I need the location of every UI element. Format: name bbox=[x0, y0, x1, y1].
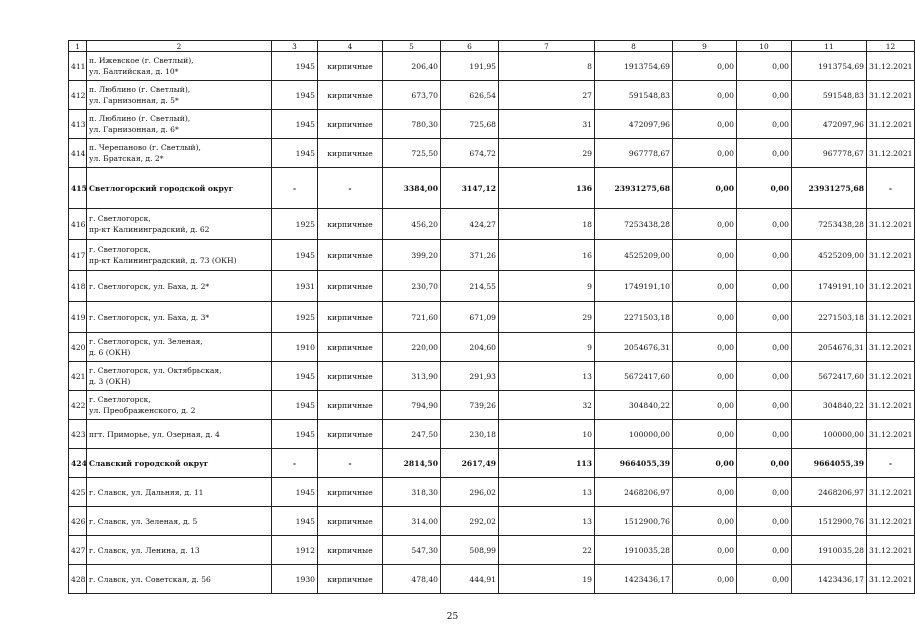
cell-deadline: 31.12.2021 bbox=[867, 209, 915, 240]
cell-cost-other: 0,00 bbox=[737, 110, 792, 139]
cell-year-built: 1910 bbox=[272, 333, 318, 362]
cell-area-total: 2814,50 bbox=[383, 449, 441, 478]
cell-cost-total: 1913754,69 bbox=[595, 52, 673, 81]
cell-residents: 136 bbox=[499, 168, 595, 209]
cell-deadline: - bbox=[867, 168, 915, 209]
cell-row-number: 422 bbox=[69, 391, 87, 420]
table-header-row bbox=[69, 41, 915, 52]
cell-wall-material: кирпичные bbox=[318, 420, 383, 449]
cell-cost-fund: 0,00 bbox=[673, 333, 737, 362]
cell-residents: 32 bbox=[499, 391, 595, 420]
cell-year-built: 1925 bbox=[272, 302, 318, 333]
cell-cost-budget: 9664055,39 bbox=[792, 449, 867, 478]
table-row-subtotal bbox=[69, 449, 915, 478]
cell-address: г. Светлогорск, ул. Баха, д. 2* bbox=[87, 271, 272, 302]
cell-residents: 9 bbox=[499, 333, 595, 362]
cell-address: г. Светлогорск, ул. Баха, д. 3* bbox=[87, 302, 272, 333]
cell-area-total: 721,60 bbox=[383, 302, 441, 333]
cell-address: г. Славск, ул. Зеленая, д. 5 bbox=[87, 507, 272, 536]
cell-row-number: 411 bbox=[69, 52, 87, 81]
cell-area-living: 3147,12 bbox=[441, 168, 499, 209]
cell-wall-material: кирпичные bbox=[318, 478, 383, 507]
cell-area-total: 456,20 bbox=[383, 209, 441, 240]
header-col-8: 8 bbox=[595, 41, 673, 52]
cell-area-total: 399,20 bbox=[383, 240, 441, 271]
cell-cost-fund: 0,00 bbox=[673, 209, 737, 240]
table-body bbox=[69, 52, 915, 594]
cell-year-built: 1945 bbox=[272, 52, 318, 81]
cell-year-built: 1925 bbox=[272, 209, 318, 240]
cell-cost-fund: 0,00 bbox=[673, 139, 737, 168]
table-row bbox=[69, 52, 915, 81]
cell-area-living: 214,55 bbox=[441, 271, 499, 302]
table-row bbox=[69, 271, 915, 302]
cell-area-total: 318,30 bbox=[383, 478, 441, 507]
cell-row-number: 417 bbox=[69, 240, 87, 271]
cell-area-living: 508,99 bbox=[441, 536, 499, 565]
cell-row-number: 413 bbox=[69, 110, 87, 139]
table-row bbox=[69, 478, 915, 507]
table-row bbox=[69, 420, 915, 449]
cell-cost-fund: 0,00 bbox=[673, 478, 737, 507]
cell-wall-material: кирпичные bbox=[318, 240, 383, 271]
table-row bbox=[69, 209, 915, 240]
cell-cost-total: 1423436,17 bbox=[595, 565, 673, 594]
cell-cost-budget: 591548,83 bbox=[792, 81, 867, 110]
cell-residents: 9 bbox=[499, 271, 595, 302]
cell-year-built: 1945 bbox=[272, 110, 318, 139]
cell-cost-budget: 4525209,00 bbox=[792, 240, 867, 271]
table-row bbox=[69, 240, 915, 271]
cell-cost-total: 967778,67 bbox=[595, 139, 673, 168]
cell-cost-fund: 0,00 bbox=[673, 449, 737, 478]
cell-residents: 22 bbox=[499, 536, 595, 565]
cell-cost-total: 9664055,39 bbox=[595, 449, 673, 478]
cell-residents: 18 bbox=[499, 209, 595, 240]
cell-wall-material: - bbox=[318, 449, 383, 478]
cell-year-built: 1931 bbox=[272, 271, 318, 302]
header-col-11: 11 bbox=[792, 41, 867, 52]
cell-cost-total: 472097,96 bbox=[595, 110, 673, 139]
cell-row-number: 425 bbox=[69, 478, 87, 507]
cell-year-built: 1945 bbox=[272, 391, 318, 420]
header-col-6: 6 bbox=[441, 41, 499, 52]
cell-cost-fund: 0,00 bbox=[673, 271, 737, 302]
table-row bbox=[69, 302, 915, 333]
cell-cost-budget: 23931275,68 bbox=[792, 168, 867, 209]
cell-area-living: 204,60 bbox=[441, 333, 499, 362]
cell-cost-other: 0,00 bbox=[737, 271, 792, 302]
cell-wall-material: кирпичные bbox=[318, 536, 383, 565]
table-row bbox=[69, 333, 915, 362]
cell-wall-material: кирпичные bbox=[318, 139, 383, 168]
register-table bbox=[68, 40, 915, 594]
cell-cost-fund: 0,00 bbox=[673, 168, 737, 209]
cell-residents: 13 bbox=[499, 507, 595, 536]
cell-wall-material: - bbox=[318, 168, 383, 209]
cell-cost-fund: 0,00 bbox=[673, 302, 737, 333]
header-col-7: 7 bbox=[499, 41, 595, 52]
cell-deadline: 31.12.2021 bbox=[867, 271, 915, 302]
cell-wall-material: кирпичные bbox=[318, 271, 383, 302]
cell-cost-budget: 2468206,97 bbox=[792, 478, 867, 507]
cell-deadline: 31.12.2021 bbox=[867, 240, 915, 271]
cell-area-total: 206,40 bbox=[383, 52, 441, 81]
cell-cost-total: 100000,00 bbox=[595, 420, 673, 449]
cell-deadline: 31.12.2021 bbox=[867, 391, 915, 420]
cell-wall-material: кирпичные bbox=[318, 565, 383, 594]
cell-deadline: 31.12.2021 bbox=[867, 478, 915, 507]
table-row bbox=[69, 139, 915, 168]
cell-area-total: 673,70 bbox=[383, 81, 441, 110]
cell-wall-material: кирпичные bbox=[318, 302, 383, 333]
cell-address: пгт. Приморье, ул. Озерная, д. 4 bbox=[87, 420, 272, 449]
cell-cost-fund: 0,00 bbox=[673, 565, 737, 594]
cell-address: г. Светлогорск, пр-кт Калининградский, д. 73 (ОКН) bbox=[87, 240, 272, 271]
cell-year-built: 1945 bbox=[272, 507, 318, 536]
cell-cost-fund: 0,00 bbox=[673, 391, 737, 420]
cell-address: г. Славск, ул. Ленина, д. 13 bbox=[87, 536, 272, 565]
cell-cost-total: 1512900,76 bbox=[595, 507, 673, 536]
cell-row-number: 420 bbox=[69, 333, 87, 362]
cell-cost-total: 2054676,31 bbox=[595, 333, 673, 362]
cell-wall-material: кирпичные bbox=[318, 391, 383, 420]
header-col-2: 2 bbox=[87, 41, 272, 52]
cell-cost-other: 0,00 bbox=[737, 139, 792, 168]
cell-area-total: 247,50 bbox=[383, 420, 441, 449]
cell-cost-budget: 2271503,18 bbox=[792, 302, 867, 333]
cell-row-number: 414 bbox=[69, 139, 87, 168]
cell-area-living: 671,09 bbox=[441, 302, 499, 333]
table-row bbox=[69, 110, 915, 139]
cell-cost-fund: 0,00 bbox=[673, 362, 737, 391]
cell-row-number: 424 bbox=[69, 449, 87, 478]
cell-row-number: 419 bbox=[69, 302, 87, 333]
table-row-subtotal bbox=[69, 168, 915, 209]
cell-deadline: 31.12.2021 bbox=[867, 362, 915, 391]
cell-area-living: 291,93 bbox=[441, 362, 499, 391]
cell-address: г. Светлогорск, ул. Зеленая, д. 6 (ОКН) bbox=[87, 333, 272, 362]
cell-wall-material: кирпичные bbox=[318, 333, 383, 362]
cell-cost-budget: 100000,00 bbox=[792, 420, 867, 449]
cell-wall-material: кирпичные bbox=[318, 52, 383, 81]
cell-residents: 29 bbox=[499, 302, 595, 333]
cell-cost-fund: 0,00 bbox=[673, 110, 737, 139]
cell-cost-fund: 0,00 bbox=[673, 507, 737, 536]
page-number: 25 bbox=[446, 612, 459, 622]
cell-cost-fund: 0,00 bbox=[673, 536, 737, 565]
cell-deadline: 31.12.2021 bbox=[867, 52, 915, 81]
cell-cost-total: 591548,83 bbox=[595, 81, 673, 110]
header-col-10: 10 bbox=[737, 41, 792, 52]
cell-cost-total: 7253438,28 bbox=[595, 209, 673, 240]
cell-residents: 8 bbox=[499, 52, 595, 81]
cell-year-built: 1945 bbox=[272, 420, 318, 449]
cell-row-number: 423 bbox=[69, 420, 87, 449]
cell-deadline: 31.12.2021 bbox=[867, 507, 915, 536]
table-row bbox=[69, 536, 915, 565]
cell-residents: 10 bbox=[499, 420, 595, 449]
cell-area-total: 314,00 bbox=[383, 507, 441, 536]
cell-address: п. Черепаново (г. Светлый), ул. Братская, д. 2* bbox=[87, 139, 272, 168]
cell-cost-other: 0,00 bbox=[737, 81, 792, 110]
cell-cost-budget: 5672417,60 bbox=[792, 362, 867, 391]
cell-area-living: 292,02 bbox=[441, 507, 499, 536]
cell-residents: 27 bbox=[499, 81, 595, 110]
cell-cost-budget: 1423436,17 bbox=[792, 565, 867, 594]
cell-cost-other: 0,00 bbox=[737, 507, 792, 536]
cell-deadline: 31.12.2021 bbox=[867, 139, 915, 168]
cell-wall-material: кирпичные bbox=[318, 209, 383, 240]
cell-wall-material: кирпичные bbox=[318, 507, 383, 536]
cell-cost-other: 0,00 bbox=[737, 449, 792, 478]
table-row bbox=[69, 565, 915, 594]
header-col-3: 3 bbox=[272, 41, 318, 52]
cell-residents: 31 bbox=[499, 110, 595, 139]
cell-cost-total: 1910035,28 bbox=[595, 536, 673, 565]
cell-cost-budget: 7253438,28 bbox=[792, 209, 867, 240]
cell-cost-budget: 1913754,69 bbox=[792, 52, 867, 81]
cell-area-living: 424,27 bbox=[441, 209, 499, 240]
cell-wall-material: кирпичные bbox=[318, 81, 383, 110]
cell-cost-total: 1749191,10 bbox=[595, 271, 673, 302]
cell-cost-total: 4525209,00 bbox=[595, 240, 673, 271]
cell-cost-budget: 472097,96 bbox=[792, 110, 867, 139]
header-col-5: 5 bbox=[383, 41, 441, 52]
cell-area-total: 725,50 bbox=[383, 139, 441, 168]
cell-area-living: 296,02 bbox=[441, 478, 499, 507]
cell-area-living: 230,18 bbox=[441, 420, 499, 449]
cell-row-number: 421 bbox=[69, 362, 87, 391]
cell-residents: 29 bbox=[499, 139, 595, 168]
cell-row-number: 418 bbox=[69, 271, 87, 302]
cell-cost-other: 0,00 bbox=[737, 478, 792, 507]
cell-cost-budget: 1910035,28 bbox=[792, 536, 867, 565]
cell-cost-other: 0,00 bbox=[737, 362, 792, 391]
cell-cost-other: 0,00 bbox=[737, 168, 792, 209]
cell-area-total: 230,70 bbox=[383, 271, 441, 302]
cell-cost-fund: 0,00 bbox=[673, 240, 737, 271]
cell-address: п. Люблино (г. Светлый), ул. Гарнизонная, д. 6* bbox=[87, 110, 272, 139]
cell-deadline: 31.12.2021 bbox=[867, 81, 915, 110]
cell-year-built: 1945 bbox=[272, 362, 318, 391]
cell-address: г. Славск, ул. Дальняя, д. 11 bbox=[87, 478, 272, 507]
cell-year-built: 1945 bbox=[272, 81, 318, 110]
cell-wall-material: кирпичные bbox=[318, 110, 383, 139]
cell-area-total: 220,00 bbox=[383, 333, 441, 362]
cell-year-built: 1930 bbox=[272, 565, 318, 594]
cell-row-number: 412 bbox=[69, 81, 87, 110]
cell-deadline: - bbox=[867, 449, 915, 478]
cell-deadline: 31.12.2021 bbox=[867, 302, 915, 333]
table-row bbox=[69, 507, 915, 536]
cell-cost-budget: 2054676,31 bbox=[792, 333, 867, 362]
cell-cost-other: 0,00 bbox=[737, 52, 792, 81]
cell-year-built: 1945 bbox=[272, 240, 318, 271]
header-col-1: 1 bbox=[69, 41, 87, 52]
cell-area-living: 371,26 bbox=[441, 240, 499, 271]
cell-year-built: - bbox=[272, 449, 318, 478]
cell-cost-other: 0,00 bbox=[737, 391, 792, 420]
cell-residents: 113 bbox=[499, 449, 595, 478]
header-col-9: 9 bbox=[673, 41, 737, 52]
cell-year-built: 1912 bbox=[272, 536, 318, 565]
cell-area-living: 674,72 bbox=[441, 139, 499, 168]
cell-row-number: 427 bbox=[69, 536, 87, 565]
cell-deadline: 31.12.2021 bbox=[867, 333, 915, 362]
cell-area-living: 725,68 bbox=[441, 110, 499, 139]
cell-cost-total: 2468206,97 bbox=[595, 478, 673, 507]
cell-residents: 13 bbox=[499, 478, 595, 507]
cell-cost-fund: 0,00 bbox=[673, 52, 737, 81]
cell-area-living: 444,91 bbox=[441, 565, 499, 594]
cell-address: п. Люблино (г. Светлый), ул. Гарнизонная, д. 5* bbox=[87, 81, 272, 110]
cell-area-total: 780,30 bbox=[383, 110, 441, 139]
cell-cost-fund: 0,00 bbox=[673, 81, 737, 110]
cell-cost-other: 0,00 bbox=[737, 565, 792, 594]
cell-address: Светлогорский городской округ bbox=[87, 168, 272, 209]
cell-area-living: 191,95 bbox=[441, 52, 499, 81]
cell-cost-total: 5672417,60 bbox=[595, 362, 673, 391]
header-col-4: 4 bbox=[318, 41, 383, 52]
cell-address: г. Светлогорск, ул. Преображенского, д. 2 bbox=[87, 391, 272, 420]
cell-address: г. Светлогорск, ул. Октябрьская, д. 3 (ОКН) bbox=[87, 362, 272, 391]
cell-cost-budget: 1749191,10 bbox=[792, 271, 867, 302]
cell-area-total: 547,30 bbox=[383, 536, 441, 565]
cell-cost-other: 0,00 bbox=[737, 536, 792, 565]
cell-area-living: 2617,49 bbox=[441, 449, 499, 478]
cell-cost-budget: 967778,67 bbox=[792, 139, 867, 168]
cell-address: г. Светлогорск, пр-кт Калининградский, д. 62 bbox=[87, 209, 272, 240]
cell-cost-total: 2271503,18 bbox=[595, 302, 673, 333]
cell-cost-other: 0,00 bbox=[737, 302, 792, 333]
cell-deadline: 31.12.2021 bbox=[867, 536, 915, 565]
cell-year-built: 1945 bbox=[272, 478, 318, 507]
cell-cost-budget: 1512900,76 bbox=[792, 507, 867, 536]
cell-row-number: 416 bbox=[69, 209, 87, 240]
cell-area-total: 3384,00 bbox=[383, 168, 441, 209]
cell-address: г. Славск, ул. Советская, д. 56 bbox=[87, 565, 272, 594]
cell-row-number: 426 bbox=[69, 507, 87, 536]
cell-area-total: 794,90 bbox=[383, 391, 441, 420]
cell-deadline: 31.12.2021 bbox=[867, 565, 915, 594]
cell-residents: 19 bbox=[499, 565, 595, 594]
cell-cost-total: 23931275,68 bbox=[595, 168, 673, 209]
cell-deadline: 31.12.2021 bbox=[867, 110, 915, 139]
cell-area-total: 478,40 bbox=[383, 565, 441, 594]
cell-wall-material: кирпичные bbox=[318, 362, 383, 391]
cell-cost-other: 0,00 bbox=[737, 420, 792, 449]
cell-area-living: 739,26 bbox=[441, 391, 499, 420]
cell-row-number: 415 bbox=[69, 168, 87, 209]
cell-cost-other: 0,00 bbox=[737, 240, 792, 271]
cell-year-built: - bbox=[272, 168, 318, 209]
cell-cost-fund: 0,00 bbox=[673, 420, 737, 449]
header-col-12: 12 bbox=[867, 41, 915, 52]
cell-cost-total: 304840,22 bbox=[595, 391, 673, 420]
table-row bbox=[69, 391, 915, 420]
cell-area-total: 313,90 bbox=[383, 362, 441, 391]
cell-cost-other: 0,00 bbox=[737, 333, 792, 362]
cell-cost-budget: 304840,22 bbox=[792, 391, 867, 420]
cell-area-living: 626,54 bbox=[441, 81, 499, 110]
cell-address: п. Ижевское (г. Светлый), ул. Балтийская, д. 10* bbox=[87, 52, 272, 81]
cell-cost-other: 0,00 bbox=[737, 209, 792, 240]
cell-residents: 16 bbox=[499, 240, 595, 271]
cell-row-number: 428 bbox=[69, 565, 87, 594]
cell-address: Славский городской округ bbox=[87, 449, 272, 478]
table-row bbox=[69, 81, 915, 110]
table-row bbox=[69, 362, 915, 391]
cell-year-built: 1945 bbox=[272, 139, 318, 168]
cell-deadline: 31.12.2021 bbox=[867, 420, 915, 449]
cell-residents: 13 bbox=[499, 362, 595, 391]
